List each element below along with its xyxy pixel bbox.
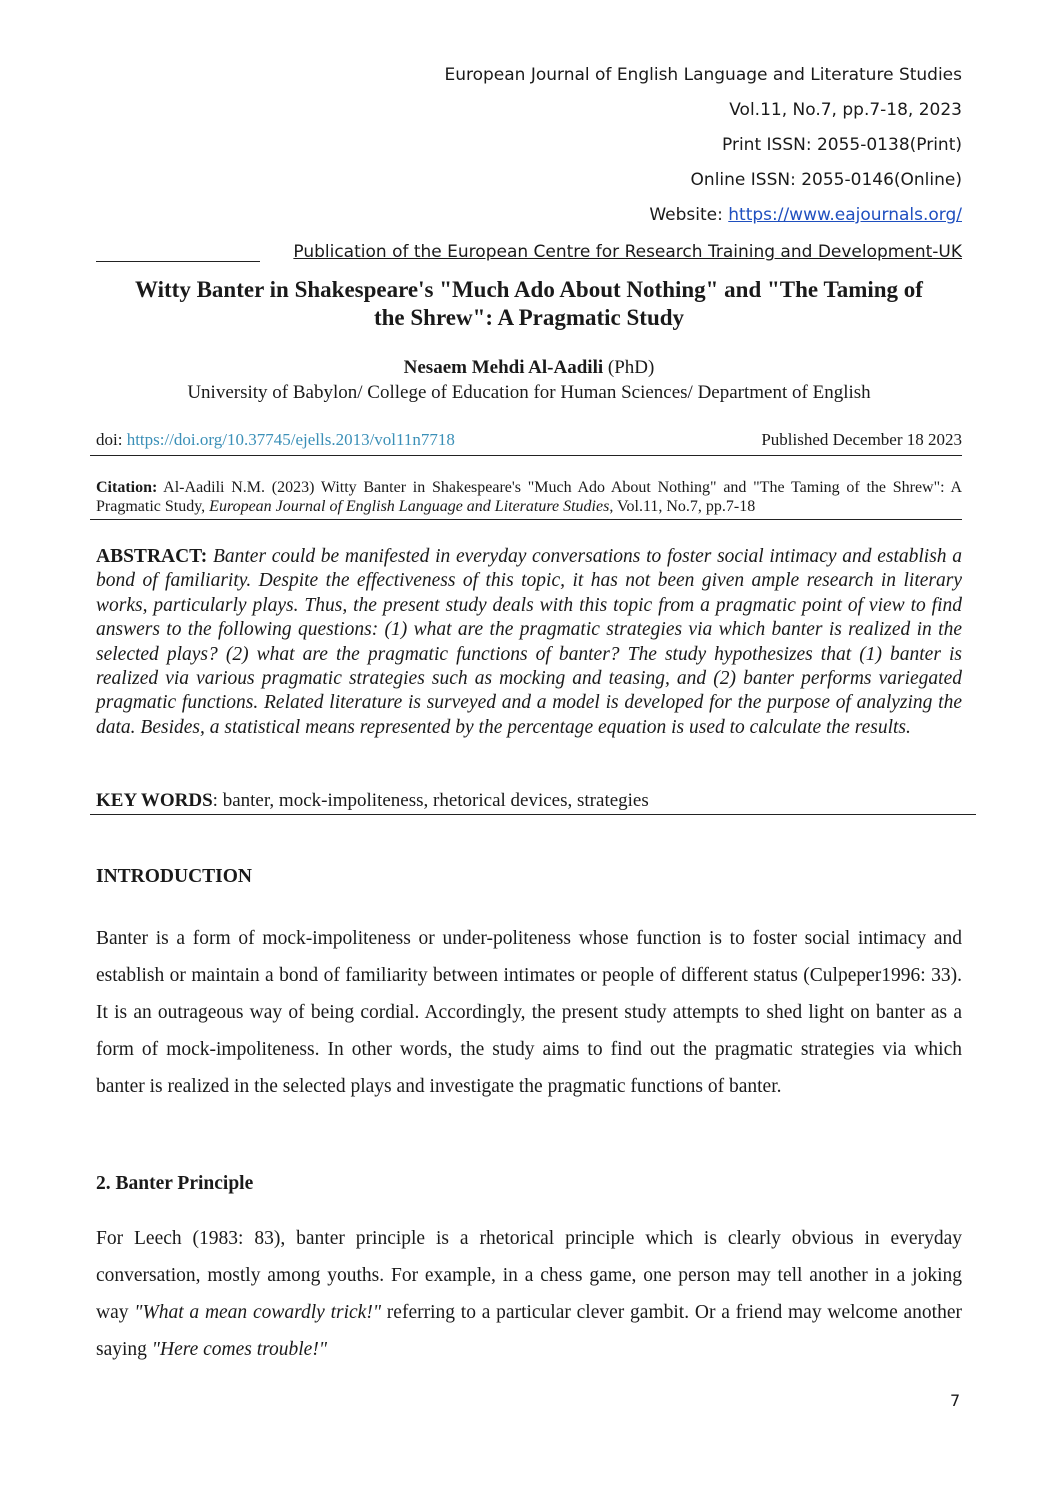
doi-line	[96, 430, 455, 450]
introduction-heading: INTRODUCTION	[96, 866, 253, 887]
introduction-paragraph: Banter is a form of mock-impoliteness or under-politeness whose function is to foster social intimacy and establish or maintain a bond of familiarity between intimates or people of different status (Culpeper1996: 33). It is an outrageous way of being cordial. Accordingly, the present study attempts to shed light on banter as a form of mock-impoliteness. In other words, the study aims to find out the pragmatic strategies via which banter is realized in the selected plays and investigate the pragmatic functions of banter.	[96, 928, 962, 1097]
banter-text-2: referring to a particular clever gambit. Or a friend may welcome another saying	[96, 1302, 962, 1360]
citation-pages: , Vol.11, No.7, pp.7-18	[609, 498, 756, 515]
citation-text: Al-Aadili N.M. (2023) Witty Banter in Shakespeare's "Much Ado About Nothing" and "The Taming of the Shrew": A Pragmatic Study,	[96, 479, 962, 515]
abstract-label: ABSTRACT:	[96, 546, 208, 567]
publisher-line: Publication of the European Centre for Research Training and Development-UK	[293, 242, 962, 262]
author-name: Nesaem Mehdi Al-Aadili	[403, 357, 604, 378]
abstract-text: Banter could be manifested in everyday conversations to foster social intimacy and establish a bond of familiarity. Despite the effectiveness of this topic, it has not been given ample research in literary works, particularly plays. Thus, the present study deals with this topic from a pragmatic point of view to find answers to the following questions: (1) what are the pragmatic strategies via which banter is realized in the selected plays? (2) what are the pragmatic functions of banter? The study hypothesizes that (1) banter is realized via various pragmatic strategies such as mocking and teasing, and (2) banter performs variegated pragmatic functions. Related literature is surveyed and a model is developed for the purpose of analyzing the data. Besides, a statistical means represented by the percentage equation is used to calculate the results.	[96, 546, 963, 738]
published-date: Published December 18 2023	[761, 430, 962, 449]
author-line	[96, 356, 962, 380]
keywords-line	[96, 789, 649, 813]
online-issn: Online ISSN: 2055-0146(Online)	[690, 170, 962, 190]
website-link[interactable]: https://www.eajournals.org/	[728, 205, 962, 225]
keywords-rule	[90, 814, 976, 815]
header-rule	[96, 261, 260, 262]
website-label: Website:	[649, 205, 729, 225]
article-title	[96, 276, 962, 332]
banter-text-1: For Leech (1983: 83), banter principle is a rhetorical principle which is clearly obvious in everyday conversation, mostly among youths. For example, in a chess game, one person may tell another in a joking way	[96, 1228, 962, 1323]
citation-label: Citation:	[96, 479, 158, 496]
doi-rule	[90, 455, 962, 456]
banter-quote-2: "Here comes trouble!"	[151, 1339, 328, 1360]
abstract-block	[96, 545, 962, 740]
citation-journal: European Journal of English Language and Literature Studies	[209, 498, 610, 515]
banter-principle-heading: 2. Banter Principle	[96, 1173, 254, 1194]
banter-quote-1: "What a mean cowardly trick!"	[134, 1302, 382, 1323]
author-degree: (PhD)	[603, 357, 655, 378]
keywords-text: : banter, mock-impoliteness, rhetorical devices, strategies	[212, 790, 649, 811]
page-number: 7	[950, 1391, 961, 1410]
title-line-2: the Shrew": A Pragmatic Study	[373, 305, 685, 330]
journal-volume: Vol.11, No.7, pp.7-18, 2023	[729, 100, 962, 120]
citation-rule	[90, 519, 962, 520]
banter-principle-paragraph	[96, 1220, 962, 1368]
citation-block	[96, 478, 962, 516]
print-issn: Print ISSN: 2055-0138(Print)	[722, 135, 962, 155]
website-line	[649, 205, 962, 225]
doi-label: doi:	[96, 430, 127, 449]
keywords-label: KEY WORDS	[96, 790, 213, 811]
doi-link[interactable]: https://doi.org/10.37745/ejells.2013/vol11n7718	[126, 430, 455, 449]
author-affiliation: University of Babylon/ College of Education for Human Sciences/ Department of English	[187, 382, 871, 403]
title-line-1: Witty Banter in Shakespeare's "Much Ado About Nothing" and "The Taming of	[135, 277, 923, 302]
journal-name: European Journal of English Language and Literature Studies	[444, 65, 962, 85]
